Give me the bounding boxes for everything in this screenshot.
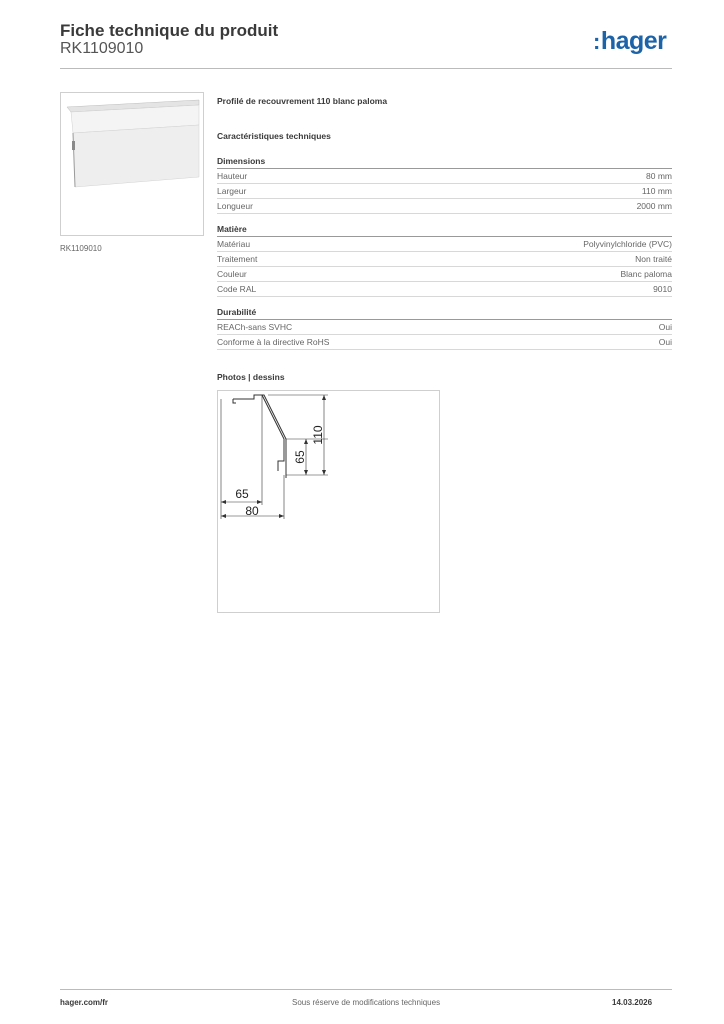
spec-row-couleur <box>217 267 672 282</box>
specs-heading: Caractéristiques techniques <box>217 131 331 141</box>
product-title: Profilé de recouvrement 110 blanc paloma <box>217 96 388 106</box>
dim-label-inner-width: 65 <box>235 487 249 501</box>
product-image-caption: RK1109010 <box>60 244 102 253</box>
drawings-heading: Photos | dessins <box>217 372 285 382</box>
technical-drawing <box>217 390 440 613</box>
dim-label-total-height: 110 <box>311 425 325 445</box>
spec-value: 80 mm <box>646 171 672 181</box>
footer-divider <box>60 989 672 990</box>
spec-group-dimensions <box>217 156 672 214</box>
spec-row-traitement <box>217 252 672 267</box>
spec-group-durabilite <box>217 307 672 350</box>
product-image <box>60 92 204 236</box>
spec-value: Oui <box>658 337 672 347</box>
spec-label: Traitement <box>217 254 258 264</box>
spec-label: Conforme à la directive RoHS <box>217 337 330 347</box>
spec-label: Longueur <box>217 201 253 211</box>
spec-row-hauteur <box>217 169 672 184</box>
footer-date: 14.03.2026 <box>612 998 653 1007</box>
logo-mark: : <box>593 29 600 54</box>
spec-group-title: Matière <box>217 224 672 237</box>
spec-group-title: Durabilité <box>217 307 672 320</box>
footer-website-link[interactable]: hager.com/fr <box>60 998 109 1007</box>
page-title: Fiche technique du produit <box>60 21 279 40</box>
spec-label: Hauteur <box>217 171 248 181</box>
dim-label-inner-height: 65 <box>293 450 307 464</box>
spec-value: Polyvinylchloride (PVC) <box>583 239 672 249</box>
footer-disclaimer: Sous réserve de modifications techniques <box>292 998 441 1007</box>
spec-row-largeur <box>217 184 672 199</box>
brand-name: hager <box>600 27 667 55</box>
spec-value: 2000 mm <box>636 201 672 211</box>
spec-row-code-ral <box>217 282 672 297</box>
spec-value: 9010 <box>653 284 672 294</box>
header-divider <box>60 68 672 69</box>
product-illustration <box>61 93 203 235</box>
spec-value: Blanc paloma <box>620 269 672 279</box>
spec-label: Code RAL <box>217 284 257 294</box>
spec-group-title: Dimensions <box>217 156 672 169</box>
spec-value: Non traité <box>635 254 672 264</box>
spec-row-reach <box>217 320 672 335</box>
spec-value: Oui <box>658 322 672 332</box>
dimension-drawing <box>218 391 439 612</box>
spec-value: 110 mm <box>641 186 672 196</box>
spec-row-materiau <box>217 237 672 252</box>
spec-row-longueur <box>217 199 672 214</box>
spec-label: Matériau <box>217 239 251 249</box>
spec-label: Couleur <box>217 269 247 279</box>
product-reference: RK1109010 <box>60 40 144 57</box>
dim-label-total-width: 80 <box>245 504 259 518</box>
spec-row-rohs <box>217 335 672 350</box>
brand-logo <box>593 27 666 56</box>
spec-label: REACh-sans SVHC <box>217 322 293 332</box>
spec-label: Largeur <box>217 186 247 196</box>
spec-group-matiere <box>217 224 672 297</box>
